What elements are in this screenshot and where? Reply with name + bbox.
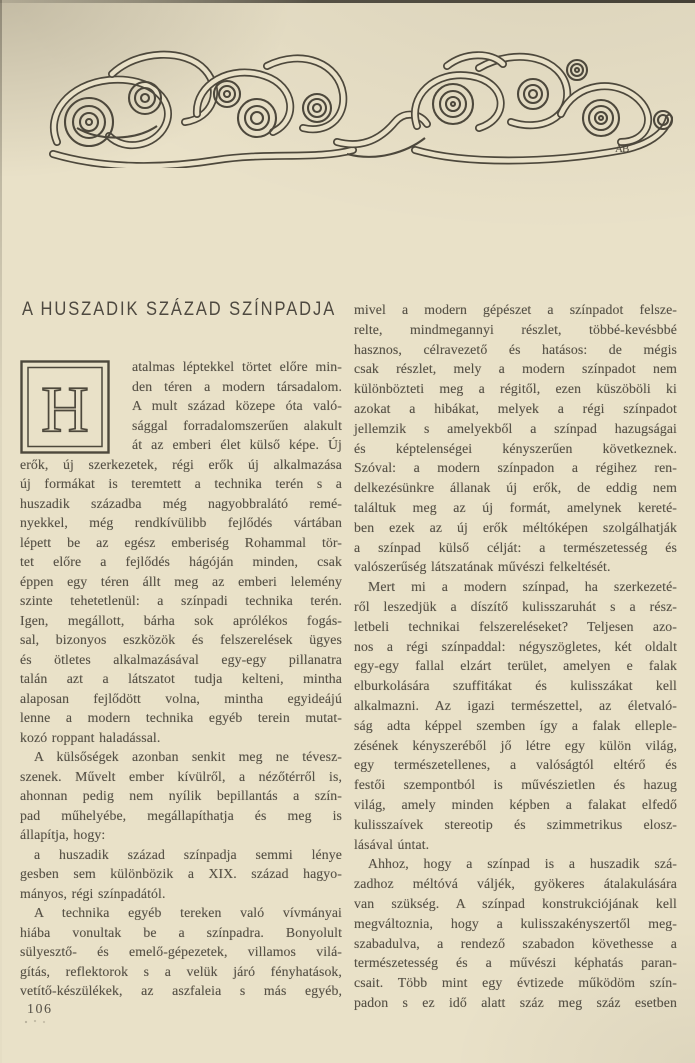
text-line: Ahhoz, hogy a színpad is a huszadik szá-: [368, 856, 677, 872]
text-line: mivel a modern gépészet a színpadot felsze-: [354, 302, 677, 317]
artist-monogram: AB: [615, 143, 629, 155]
text-line: és ötletes alkalmazásával egy-egy pillanatra: [20, 651, 342, 667]
text-line: nyekkel, még rendkívülibb fejlődés vártában: [20, 515, 342, 530]
text-line: hasznos, célravezető és hatásos: de mégis: [354, 341, 677, 357]
text-line: Igen, megállott, bárha sok aprólékos fogás-: [20, 612, 342, 628]
text-line: pad műhelyébe, megállapíthatja és meg is: [20, 807, 342, 823]
text-line: tet előre a fejlődés hágóján minden, csak: [20, 554, 342, 569]
text-line: csait. Több mint egy évtizede működöm szín-: [354, 975, 677, 991]
text-line: Szóval: a modern színpadon a régihez ren-: [354, 460, 677, 476]
text-line: den téren a modern társadalom.: [132, 378, 342, 394]
scan-edge-shadow-left: [0, 0, 2, 1063]
text-line: természetesség és a művészi képhatás paran-: [354, 955, 677, 971]
text-line: van szükség. A színpad konstrukciójának kell: [354, 895, 677, 911]
text-line: vetítő-készülékek, az aszfaleia s más egyéb,: [20, 983, 342, 998]
text-line: találtuk meg az új formát, amelynek kereté-: [354, 499, 677, 515]
text-line: lépett be az egész emberiség Rohammal tör-: [20, 534, 342, 550]
text-line: nos a régi színpaddal: négyszögletes, két oldalt: [354, 638, 677, 654]
text-line: alkalmazni. Az igazi természettel, az életvaló-: [354, 697, 677, 713]
text-line: A mult század közepe óta való-: [132, 398, 342, 413]
text-line: sággal forradalomszerűen alakult: [132, 417, 342, 433]
text-line: át az emberi élet külső képe. Új: [132, 437, 342, 452]
text-line: festői szempontból is művészietlen és hazug: [354, 777, 677, 793]
text-line: új formákat is teremtett a technika terén s a: [20, 476, 342, 491]
text-line: A külsőségek azonban senkit meg ne tévesz-: [34, 749, 342, 764]
text-line: zadhoz méltóvá váljék, gyökeres átalakulására: [354, 876, 677, 892]
text-line: elburkolására szuffitákat és kulisszákat kell: [354, 678, 677, 694]
text-line: megváltoznia, hogy a kulisszakényszertől meg-: [354, 915, 677, 931]
text-line: Mert mi a modern színpad, ha szerkezeté-: [368, 579, 677, 595]
paper-specks: [24, 1020, 48, 1024]
text-line: alaposan fejlődött volna, mintha egyideájú: [20, 690, 342, 706]
text-line: ben ezek az új erők méltóképen szolgálhatják: [354, 519, 677, 535]
text-line: különbözteti meg a régitől, ezen küszöböli ki: [354, 381, 677, 397]
text-line: erők, új szerkezetek, régi erők új alkalmazása: [20, 456, 342, 472]
text-line: ről leszedjük a díszítő kulisszaruhát s a rész-: [354, 598, 677, 614]
text-line: lenne a modern technika egyéb terein mutat-: [20, 710, 342, 725]
text-line: állapítja, hogy:: [20, 827, 106, 842]
text-line: atalmas léptekkel törtet előre min-: [132, 359, 342, 374]
text-line: egy természetellenes, a valóságtól eltérő és: [354, 757, 677, 773]
text-line: letbeli technikai felszereléseket? Teljesen azo-: [354, 618, 677, 634]
text-line: padon s ez idő alatt száz meg száz esetben: [354, 994, 677, 1010]
text-line: hiába vonultak be a színpadra. Bonyolult: [20, 924, 342, 940]
text-line: éppen egy téren állt meg az emberi lelemény: [20, 573, 342, 589]
text-line: a színpad külső célját: a természetesség és: [354, 539, 677, 555]
text-line: jellemzik s amelyekből a színpad hazugságai: [354, 420, 677, 436]
text-line: kozó roppant haladással.: [20, 729, 161, 745]
text-line: talán azt a látszatot tudja kelteni, mintha: [20, 671, 342, 686]
text-line: sülyesztő- és emelő-gépezetek, villamos vilá-: [20, 944, 342, 959]
text-line: a huszadik század színpadja semmi lénye: [34, 846, 342, 862]
drop-cap-letter: H: [41, 373, 89, 446]
text-column-right: [354, 300, 677, 1013]
text-line: szinte tehetetlenül: a színpadi technika terén.: [20, 593, 342, 608]
drop-cap: [20, 360, 110, 454]
text-line: delkezésünkre állanak új erők, de eddig nem: [354, 480, 677, 496]
text-line: mányos, régi színpadától.: [20, 885, 166, 901]
page-title: A HUSZADIK SZÁZAD SZÍNPADJA: [22, 297, 337, 320]
text-line: sal, bizonyos eszközök és felszerelések ügyes: [20, 632, 342, 647]
text-line: szenek. Művelt ember kívülről, a nézőtérről is,: [20, 768, 342, 784]
text-line: ság adta képpel szemben így a falak elleple-: [354, 717, 677, 733]
text-line: kulisszaívek stereotip és szimmetrikus elosz-: [354, 816, 677, 832]
text-line: valószerűség látszatának művészi felkeltését.: [354, 559, 611, 575]
text-line: csak részlet, mely a modern színpadot nem: [354, 361, 677, 377]
text-line: zésének kényszeréből jő létre egy külön világ,: [354, 737, 677, 753]
text-line: lásával úntat.: [354, 836, 430, 852]
text-line: gítás, reflektorok s a velük járó fényhatások,: [20, 963, 342, 979]
drop-cap-frame: [20, 360, 110, 454]
text-line: egy-egy fallal elzárt terület, amelyen e falak: [354, 658, 677, 674]
text-line: szabadulva, a rendező szabadon követhesse a: [354, 935, 677, 951]
text-line: és képtelenségei kényszerűen következnek.: [354, 440, 677, 456]
text-column-left: [20, 357, 342, 1001]
text-line: azokat a hibákat, melyek a régi színpadot: [354, 400, 677, 416]
page-number: 106: [27, 1002, 53, 1017]
text-line: ahonnan pedig nem nyílik bepillantás a szín-: [20, 788, 342, 803]
text-line: relte, mindmegannyi részlet, többé-kevésbbé: [354, 321, 677, 337]
scan-edge-shadow-top: [0, 0, 695, 3]
text-line: A technika egyéb tereken való vívmányai: [34, 905, 342, 920]
text-line: világ, amely minden képben a falakat elfedő: [354, 796, 677, 812]
text-line: huszadik századba még nagyobbralátó remé-: [20, 495, 342, 511]
header-ornament: [16, 22, 682, 168]
text-line: gesben sem különbözik a XIX. század hagyo-: [20, 866, 342, 881]
